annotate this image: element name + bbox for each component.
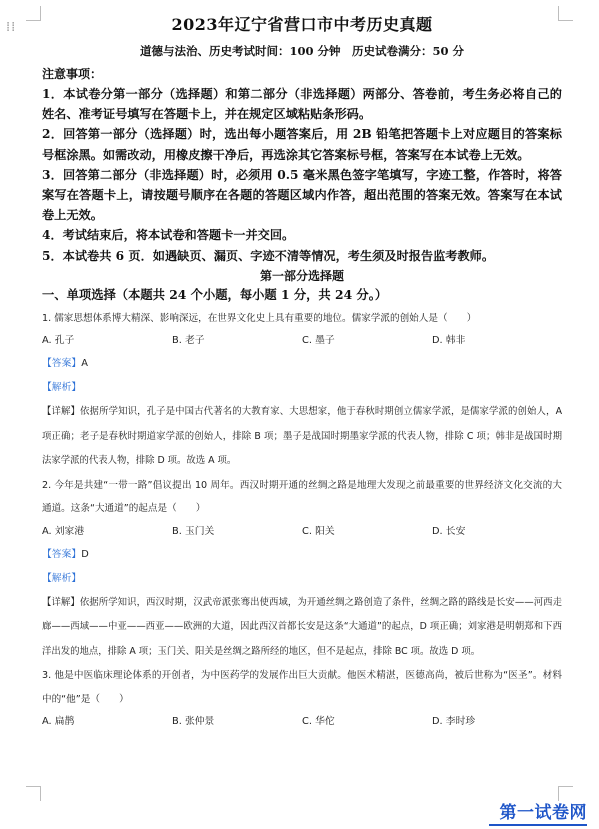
note-item: 1．本试卷分第一部分（选择题）和第二部分（非选择题）两部分、答卷前，考生务必将自己的姓名、准考证号填写在答题卡上，并在规定区域粘贴条形码。	[42, 87, 562, 122]
note-item: 3．回答第二部分（非选择题）时，必须用 0.5 毫米黑色签字笔填写，字迹工整，作答时，将答案写在答题卡上，请按题号顺序在各题的答题区域内作答，超出范围的答案无效。答案写在本试卷上无效。	[42, 167, 562, 223]
detail-tag: 【详解】	[42, 406, 81, 418]
option-a: A. 扁鹊	[42, 716, 75, 728]
note-item: 2．回答第一部分（选择题）时，选出每小题答案后，用 2B 铅笔把答题卡上对应题目的答案标号框涂黑。如需改动，用橡皮擦干净后，再选涂其它答案标号框，答案写在本试卷上无效。	[42, 127, 562, 162]
detail-body: 依据所学知识，西汉时期，汉武帝派张骞出使西域，为开通丝绸之路创造了条件，丝绸之路的路线是长安——河西走廊——西域——中亚——西亚——欧洲的大道，因此西汉首都长安是这条“大通道”的起点，D 项正确；刘家港是明朝郑和下西洋出发的地点，排除 A 项；玉门关、阳关是丝绸之路所经的地区，但不是起点，排除 BC 项。故选 D 项。	[42, 596, 562, 657]
notes-heading: 注意事项：	[42, 67, 103, 81]
question-stem: 3. 他是中医临床理论体系的开创者，为中医药学的发展作出巨大贡献。他医术精湛，医德高尚，被后世称为“医圣”。材料中的“他”是（ ）	[42, 670, 562, 705]
question-stem: 2. 今年是共建“一带一路”倡议提出 10 周年。西汉时期开通的丝绸之路是地理大发现之前最重要的世界经济文化交流的大通道。这条“大通道”的起点是（ ）	[42, 479, 562, 515]
doc-subtitle: 道德与法治、历史考试时间：100 分钟 历史试卷满分：50 分	[139, 44, 464, 58]
question-options	[42, 330, 562, 352]
option-b: B. 玉门关	[172, 525, 215, 537]
option-c: C. 阳关	[302, 525, 335, 537]
answer-tag: 【答案】	[42, 548, 82, 560]
note-item: 5．本试卷共 6 页．如遇缺页、漏页、字迹不清等情况，考生须及时报告监考教师。	[42, 248, 495, 263]
option-d: D. 韩非	[432, 335, 466, 347]
document-content	[42, 14, 562, 733]
option-a: A. 孔子	[42, 335, 75, 347]
detail-body: 依据所学知识，孔子是中国古代著名的大教育家、大思想家，他于春秋时期创立儒家学派，是儒家学派的创始人，A 项正确；老子是春秋时期道家学派的创始人，排除 B 项；墨子是战国时期墨家学派的代表人物，排除 C 项；韩非是战国时期法家学派的代表人物，排除 D 项。故选 A 项。	[42, 406, 562, 467]
analysis-tag: 【解析】	[42, 382, 82, 394]
option-b: B. 张仲景	[172, 716, 215, 728]
analysis-line	[42, 567, 562, 591]
option-d: D. 李时珍	[432, 716, 476, 728]
crop-mark-top-left	[26, 6, 41, 21]
option-b: B. 老子	[172, 335, 205, 347]
answer-value: A	[81, 358, 88, 370]
watermark-underline	[489, 824, 587, 826]
question-options	[42, 521, 562, 543]
question-stem: 1. 儒家思想体系博大精深、影响深远，在世界文化史上具有重要的地位。儒家学派的创始人是（ ）	[42, 312, 477, 324]
section-title: 一、单项选择（本题共 24 个小题，每小题 1 分，共 24 分。）	[42, 286, 388, 302]
doc-title: 2023年辽宁省营口市中考历史真题	[171, 15, 433, 34]
answer-line	[42, 543, 562, 567]
detail-tag: 【详解】	[42, 596, 80, 608]
answer-tag: 【答案】	[42, 358, 82, 370]
analysis-line	[42, 376, 562, 400]
watermark-logo: 第一试卷网	[499, 803, 587, 823]
option-c: C. 华佗	[302, 716, 335, 728]
option-c: C. 墨子	[302, 335, 335, 347]
answer-line	[42, 352, 562, 376]
question-options	[42, 711, 562, 733]
crop-mark-bottom-left	[26, 786, 41, 801]
option-a: A. 刘家港	[42, 525, 85, 537]
detail-text	[42, 400, 562, 474]
option-d: D. 长安	[432, 525, 466, 537]
drag-handle-icon[interactable]: ⁞⁞	[6, 20, 17, 35]
analysis-tag: 【解析】	[42, 572, 82, 584]
part-title: 第一部分选择题	[259, 268, 344, 283]
note-item: 4．考试结束后，将本试卷和答题卡一并交回。	[42, 228, 295, 243]
detail-text	[42, 591, 562, 665]
answer-value: D	[81, 548, 89, 560]
